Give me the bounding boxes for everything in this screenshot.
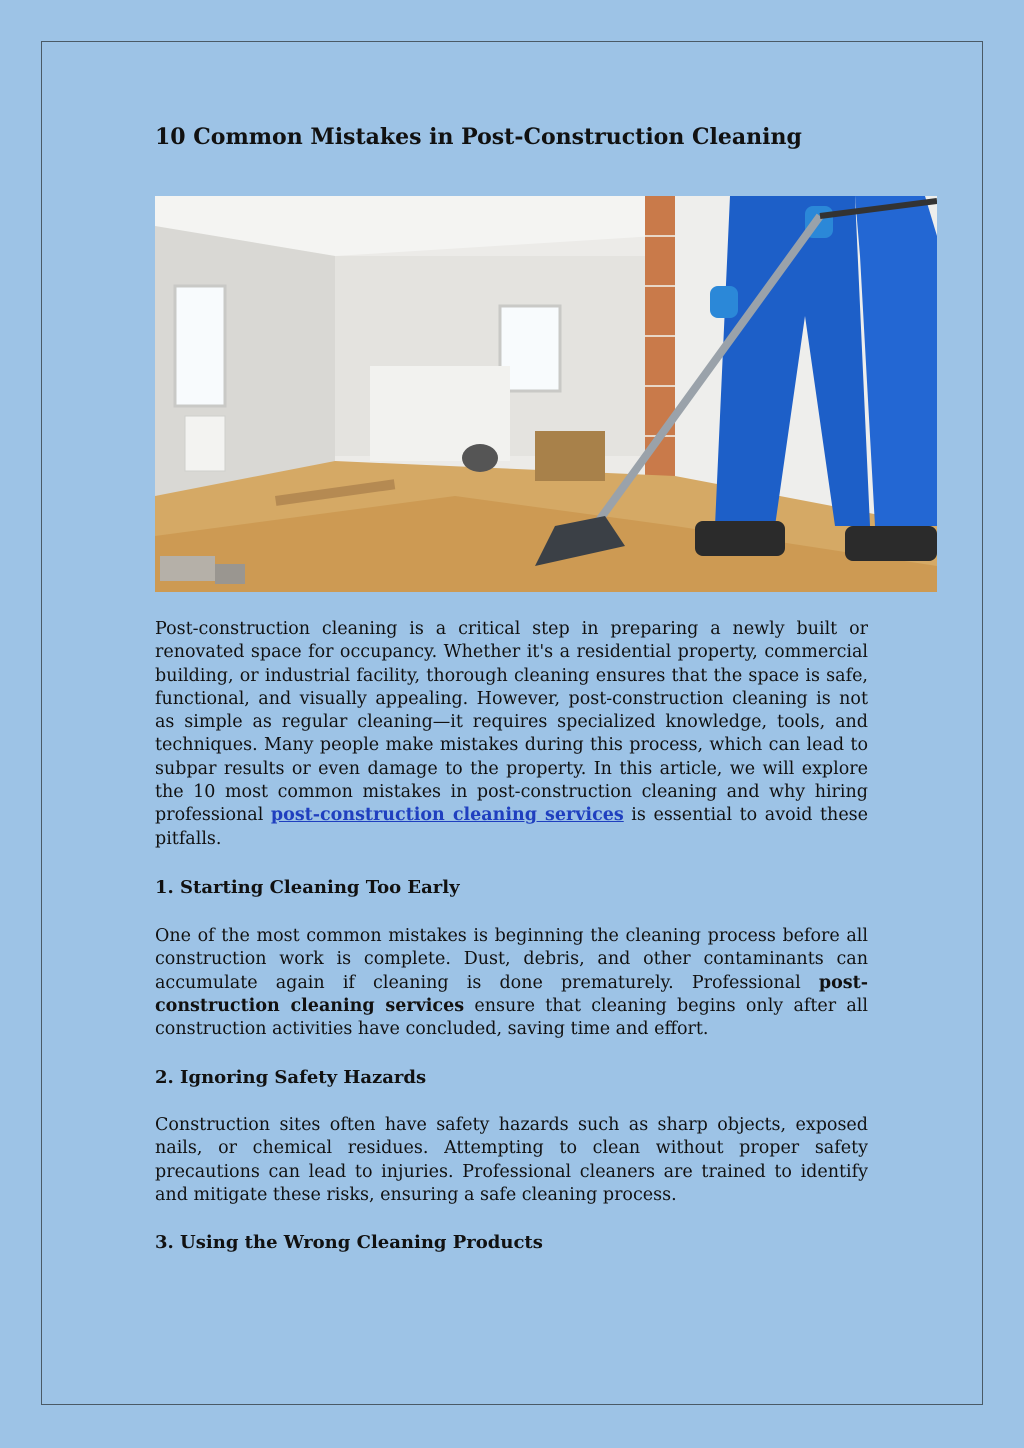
section-heading-3: 3. Using the Wrong Cleaning Products xyxy=(155,1232,543,1253)
section-heading-1: 1. Starting Cleaning Too Early xyxy=(155,877,460,898)
article-header xyxy=(155,122,868,152)
section-body-1 xyxy=(155,925,868,1041)
hero-illustration xyxy=(155,196,937,592)
section-1-text-after: ensure that cleaning begins only after all construction activities have concluded, saving time and effort. xyxy=(155,995,869,1040)
intro-tail: is essential to avoid these pitfalls. xyxy=(155,805,869,849)
post-construction-cleaning-services-link[interactable]: post-construction cleaning services xyxy=(270,805,624,826)
section-1-text-before: One of the most common mistakes is beginning the cleaning process before all construction work is complete. Dust, debris, and other contaminants can accumulate again if cleaning is done prematurely. Professional xyxy=(155,926,868,993)
page-title: 10 Common Mistakes in Post-Construction Cleaning xyxy=(155,124,802,150)
intro-paragraph xyxy=(155,618,868,851)
intro-text: Post-construction cleaning is a critical step in preparing a newly built or renovated space for occupancy. Whether it's a residential property, commercial building, or industrial facility, thorough cleaning ensures that the space is safe, functional, and visually appealing. However, post-construction cleaning is not as simple as regular cleaning—it requires specialized knowledge, tools, and techniques. Many people make mistakes during this process, which can lead to subpar results or even damage to the property. In this article, we will explore the 10 most common mistakes in post-construction cleaning and why hiring professional xyxy=(155,619,868,826)
section-2-text: Construction sites often have safety hazards such as sharp objects, exposed nails, or chemical residues. Attempting to clean without proper safety precautions can lead to injuries. Professional cleaners are trained to identify and mitigate these risks, ensuring a safe cleaning process. xyxy=(155,1115,868,1205)
hero-image xyxy=(155,196,937,592)
section-body-2 xyxy=(155,1114,868,1207)
section-heading-2: 2. Ignoring Safety Hazards xyxy=(155,1067,427,1088)
section-1-bold-text: post-construction cleaning services xyxy=(155,972,868,1016)
